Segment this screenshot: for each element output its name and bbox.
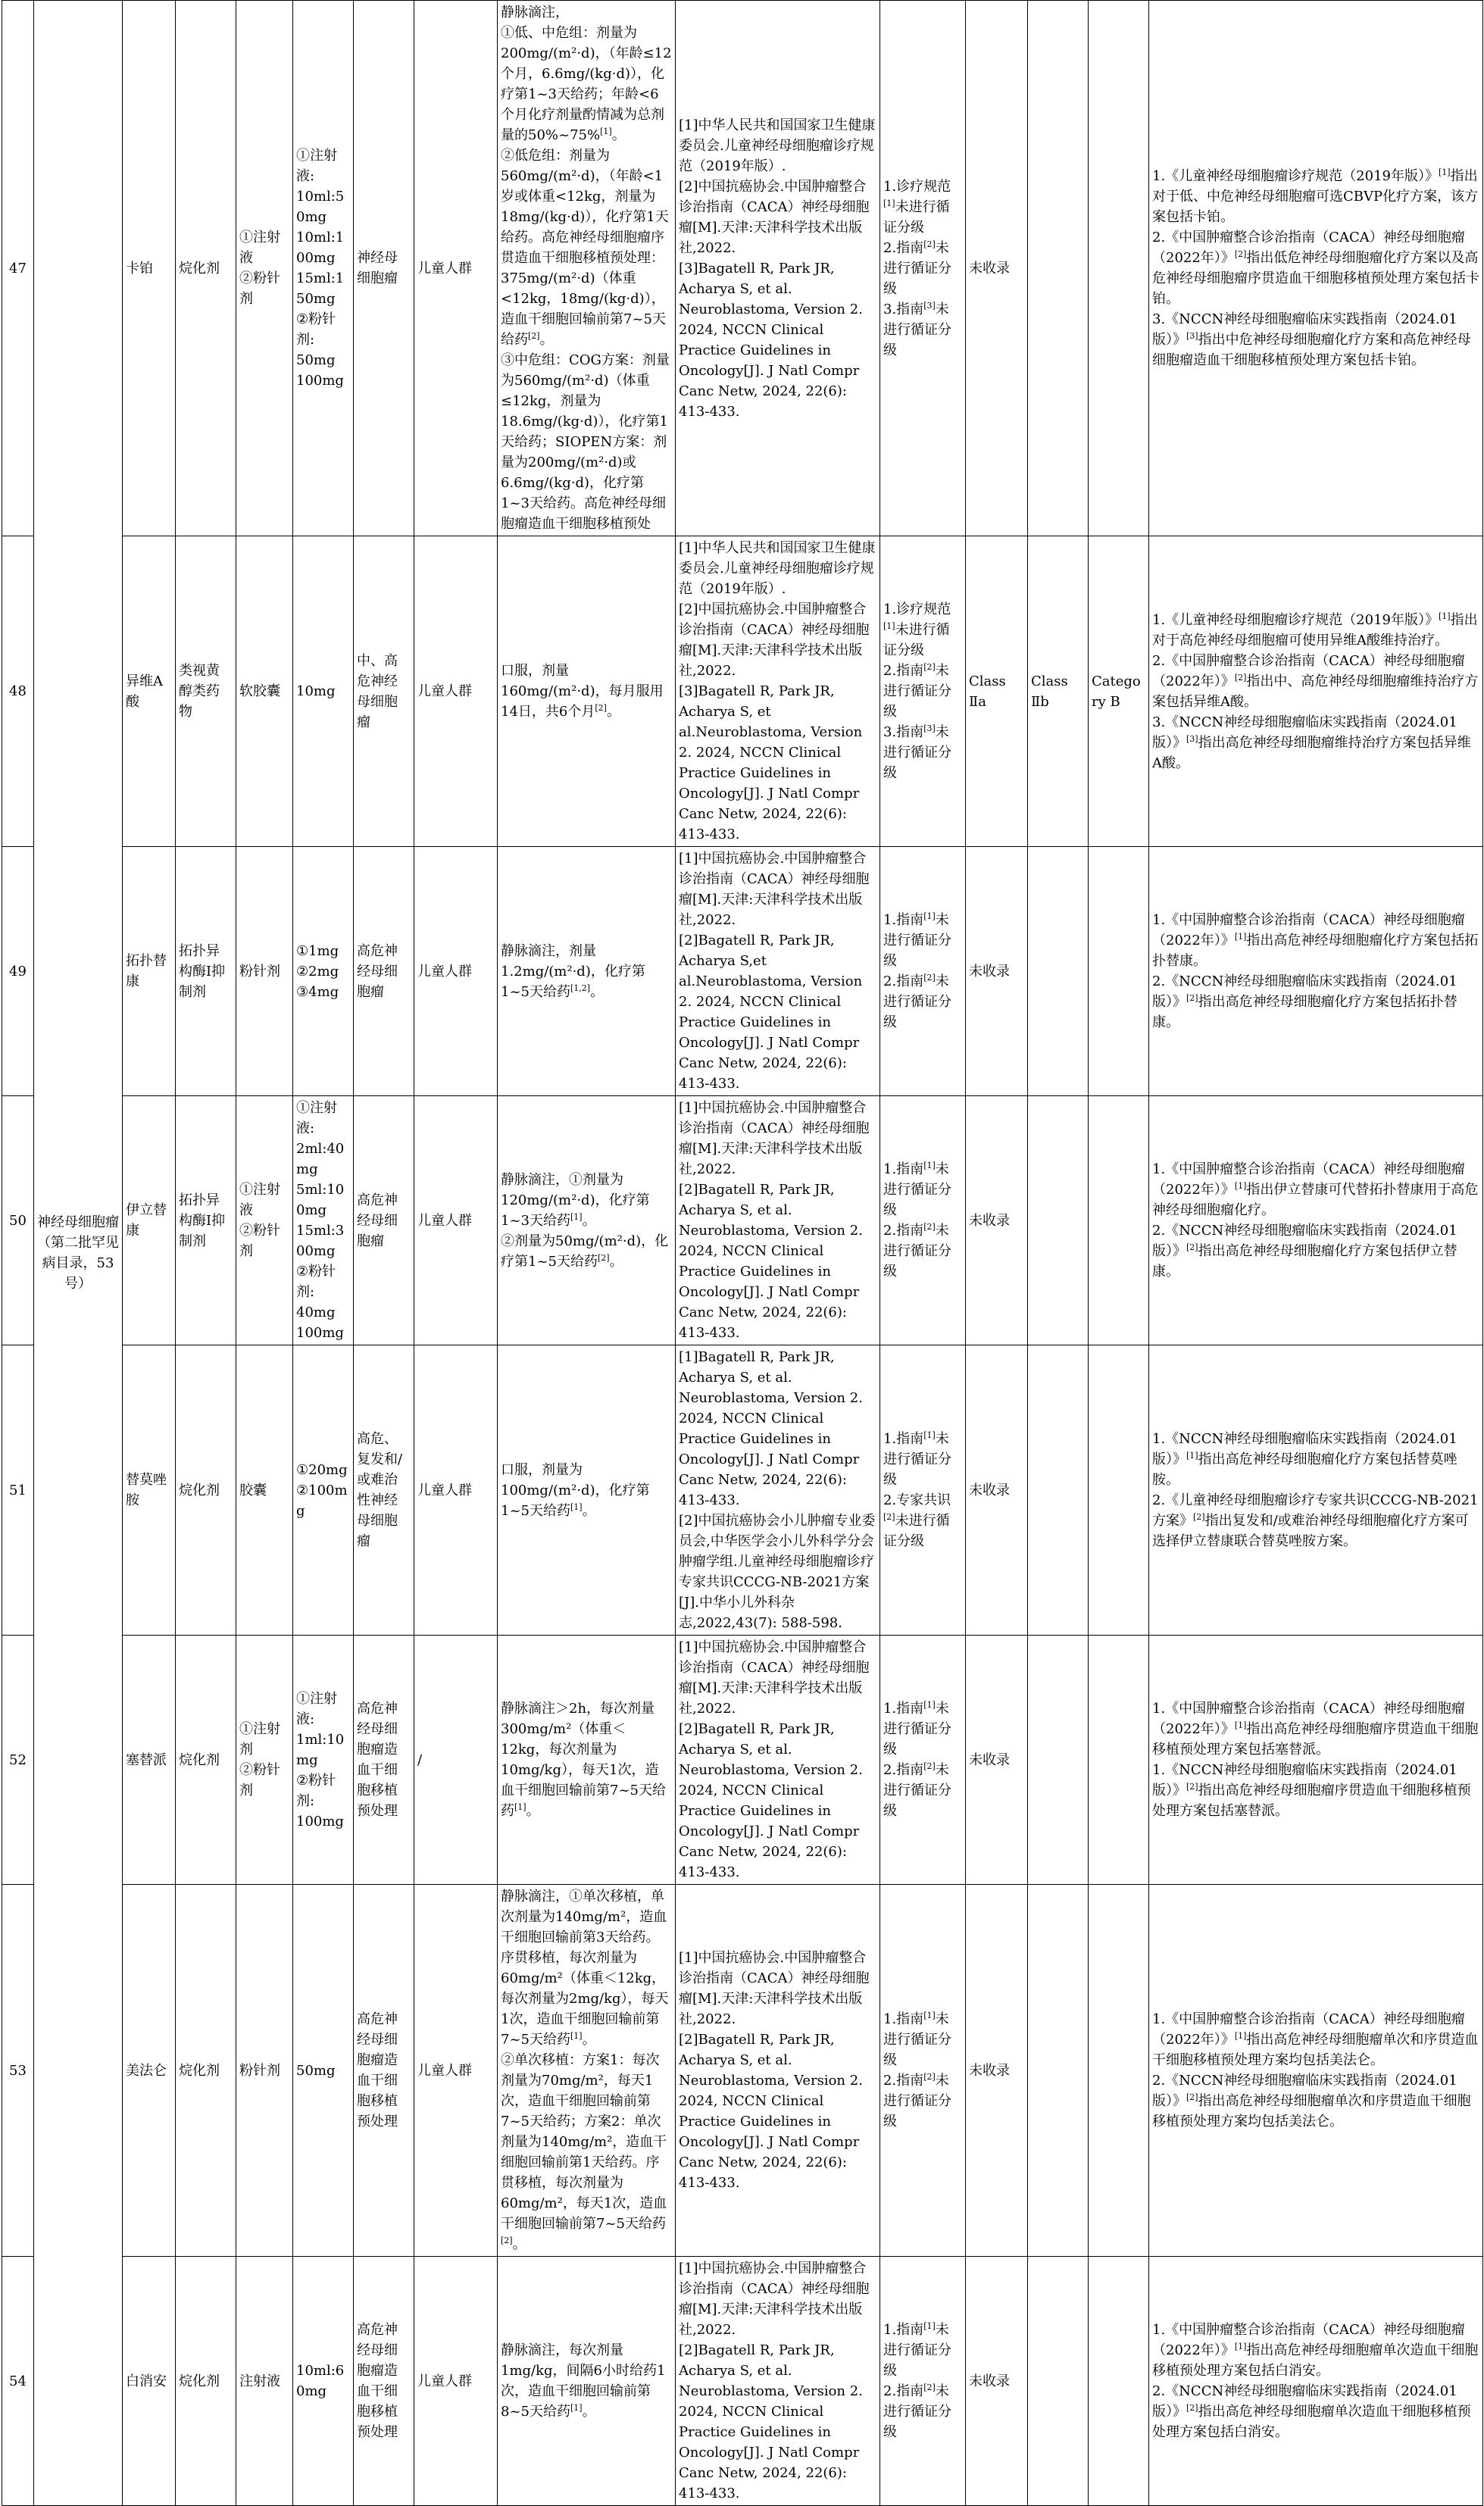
inclusion-blank-2 xyxy=(1089,1885,1149,2257)
drug-class: 烷化剂 xyxy=(176,2257,236,2506)
dosage-form: ①注射剂 ②粉针剂 xyxy=(236,1636,293,1885)
table-row xyxy=(2,536,1483,847)
drug-table xyxy=(2,0,1483,2506)
evidence-level: 1.指南[1]未进行循证分级 2.指南[2]未进行循证分级 xyxy=(880,1636,966,1885)
population: 儿童人群 xyxy=(414,847,498,1096)
dosage-form: ①注射液 ②粉针剂 xyxy=(236,1,293,536)
row-number: 53 xyxy=(2,1885,34,2257)
inclusion-status: 未收录 xyxy=(966,1,1028,536)
table-row xyxy=(2,1885,1483,2257)
drug-name: 白消安 xyxy=(123,2257,176,2506)
dosage-form: 粉针剂 xyxy=(236,847,293,1096)
population: 儿童人群 xyxy=(414,1096,498,1345)
table-row xyxy=(2,1345,1483,1636)
notes: 1.《中国肿瘤整合诊治指南（CACA）神经母细胞瘤（2022年）》[1]指出高危神经母细胞瘤单次和序贯造血干细胞移植预处理方案均包括美法仑。 2.《NCCN神经母细胞瘤临床实践指南（2024.01版）》[2]指出高危神经母细胞瘤单次和序贯造血干细胞移植预处理方案均包括美法仑。 xyxy=(1149,1885,1483,2257)
indication: 高危神经母细胞瘤造血干细胞移植预处理 xyxy=(354,2257,414,2506)
dosage-usage: 静脉滴注＞2h，每次剂量300mg/m²（体重＜12kg，每次剂量为10mg/kg），每天1次，造血干细胞回输前第7~5天给药[1]。 xyxy=(498,1636,676,1885)
dosage-usage: 静脉滴注，①剂量为120mg/(m²·d)，化疗第1~3天给药[1]。 ②剂量为50mg/(m²·d)，化疗第1~5天给药[2]。 xyxy=(498,1096,676,1345)
evidence-level: 1.诊疗规范[1]未进行循证分级 2.指南[2]未进行循证分级 3.指南[3]未进行循证分级 xyxy=(880,536,966,847)
specification: 10ml:60mg xyxy=(293,2257,354,2506)
drug-name: 拓扑替康 xyxy=(123,847,176,1096)
row-number: 51 xyxy=(2,1345,34,1636)
evidence-level: 1.指南[1]未进行循证分级 2.指南[2]未进行循证分级 xyxy=(880,2257,966,2506)
row-number: 49 xyxy=(2,847,34,1096)
specification: ①20mg ②100mg xyxy=(293,1345,354,1636)
indication: 高危神经母细胞瘤 xyxy=(354,1096,414,1345)
population: 儿童人群 xyxy=(414,1345,498,1636)
drug-name: 卡铂 xyxy=(123,1,176,536)
specification: 10mg xyxy=(293,536,354,847)
references: [1]中国抗癌协会.中国肿瘤整合诊治指南（CACA）神经母细胞瘤[M].天津:天津科学技术出版社,2022. [2]Bagatell R, Park JR, Acharya S, et al. Neuroblastoma, Version 2. 2024, NCCN Clinical Practice Guidelines in Oncology[J]. J Natl Compr Canc Netw, 2024, 22(6): 413-433. xyxy=(676,1096,880,1345)
drug-name: 美法仑 xyxy=(123,1885,176,2257)
population: / xyxy=(414,1636,498,1885)
references: [1]中国抗癌协会.中国肿瘤整合诊治指南（CACA）神经母细胞瘤[M].天津:天津科学技术出版社,2022. [2]Bagatell R, Park JR, Acharya S, et al. Neuroblastoma, Version 2. 2024, NCCN Clinical Practice Guidelines in Oncology[J]. J Natl Compr Canc Netw, 2024, 22(6): 413-433. xyxy=(676,1885,880,2257)
references: [1]中国抗癌协会.中国肿瘤整合诊治指南（CACA）神经母细胞瘤[M].天津:天津科学技术出版社,2022. [2]Bagatell R, Park JR, Acharya S, et al. Neuroblastoma, Version 2. 2024, NCCN Clinical Practice Guidelines in Oncology[J]. J Natl Compr Canc Netw, 2024, 22(6): 413-433. xyxy=(676,2257,880,2506)
specification: ①注射液: 1ml:10mg ②粉针剂: 100mg xyxy=(293,1636,354,1885)
table-row xyxy=(2,1,1483,536)
evidence-level: 1.指南[1]未进行循证分级 2.指南[2]未进行循证分级 xyxy=(880,1885,966,2257)
dosage-usage: 口服，剂量为100mg/(m²·d)，化疗第1~5天给药[1]。 xyxy=(498,1345,676,1636)
notes: 1.《儿童神经母细胞瘤诊疗规范（2019年版）》[1]指出对于高危神经母细胞瘤可使用异维A酸维持治疗。 2.《中国肿瘤整合诊治指南（CACA）神经母细胞瘤（2022年）》[2]指出中、高危神经母细胞瘤维持治疗方案包括异维A酸。 3.《NCCN神经母细胞瘤临床实践指南（2024.01版）》[3]指出高危神经母细胞瘤维持治疗方案包括异维A酸。 xyxy=(1149,536,1483,847)
indication: 高危神经母细胞瘤造血干细胞移植预处理 xyxy=(354,1636,414,1885)
drug-class: 烷化剂 xyxy=(176,1636,236,1885)
indication: 高危神经母细胞瘤造血干细胞移植预处理 xyxy=(354,1885,414,2257)
row-number: 48 xyxy=(2,536,34,847)
dosage-form: 胶囊 xyxy=(236,1345,293,1636)
row-number: 47 xyxy=(2,1,34,536)
dosage-form: 粉针剂 xyxy=(236,1885,293,2257)
notes: 1.《中国肿瘤整合诊治指南（CACA）神经母细胞瘤（2022年）》[1]指出高危神经母细胞瘤化疗方案包括拓扑替康。 2.《NCCN神经母细胞瘤临床实践指南（2024.01版）》[2]指出高危神经母细胞瘤化疗方案包括拓扑替康。 xyxy=(1149,847,1483,1096)
indication: 神经母细胞瘤 xyxy=(354,1,414,536)
evidence-level: 1.诊疗规范[1]未进行循证分级 2.指南[2]未进行循证分级 3.指南[3]未进行循证分级 xyxy=(880,1,966,536)
inclusion-blank-2 xyxy=(1089,847,1149,1096)
specification: ①1mg ②2mg ③4mg xyxy=(293,847,354,1096)
population: 儿童人群 xyxy=(414,536,498,847)
notes: 1.《NCCN神经母细胞瘤临床实践指南（2024.01版）》[1]指出高危神经母细胞瘤化疗方案包括替莫唑胺。 2.《儿童神经母细胞瘤诊疗专家共识CCCG-NB-2021方案》[2]指出复发和/或难治神经母细胞瘤化疗方案可选择伊立替康联合替莫唑胺方案。 xyxy=(1149,1345,1483,1636)
notes: 1.《中国肿瘤整合诊治指南（CACA）神经母细胞瘤（2022年）》[1]指出高危神经母细胞瘤单次造血干细胞移植预处理方案包括白消安。 2.《NCCN神经母细胞瘤临床实践指南（2024.01版）》[2]指出高危神经母细胞瘤单次造血干细胞移植预处理方案包括白消安。 xyxy=(1149,2257,1483,2506)
evidence-level: 1.指南[1]未进行循证分级 2.专家共识[2]未进行循证分级 xyxy=(880,1345,966,1636)
dosage-usage: 口服，剂量160mg/(m²·d)，每月服用14日，共6个月[2]。 xyxy=(498,536,676,847)
inclusion-blank-2 xyxy=(1089,1096,1149,1345)
inclusion-blank-2 xyxy=(1089,1636,1149,1885)
inclusion-status: 未收录 xyxy=(966,1885,1028,2257)
row-number: 50 xyxy=(2,1096,34,1345)
disease-name: 神经母细胞瘤（第二批罕见病目录，53号） xyxy=(34,1,123,2506)
indication: 高危神经母细胞瘤 xyxy=(354,847,414,1096)
dosage-form: ①注射液 ②粉针剂 xyxy=(236,1096,293,1345)
category-rating: Category B xyxy=(1089,536,1149,847)
inclusion-blank-1 xyxy=(1028,1885,1089,2257)
drug-name: 塞替派 xyxy=(123,1636,176,1885)
inclusion-blank-2 xyxy=(1089,1,1149,536)
table-row xyxy=(2,847,1483,1096)
table-body xyxy=(2,1,1483,2506)
references: [1]中国抗癌协会.中国肿瘤整合诊治指南（CACA）神经母细胞瘤[M].天津:天津科学技术出版社,2022. [2]Bagatell R, Park JR, Acharya S,et al.Neuroblastoma, Version 2. 2024, NCCN Clinical Practice Guidelines in Oncology[J]. J Natl Compr Canc Netw, 2024, 22(6): 413-433. xyxy=(676,847,880,1096)
population: 儿童人群 xyxy=(414,2257,498,2506)
inclusion-status: 未收录 xyxy=(966,1096,1028,1345)
notes: 1.《中国肿瘤整合诊治指南（CACA）神经母细胞瘤（2022年）》[1]指出伊立替康可代替拓扑替康用于高危神经母细胞瘤化疗。 2.《NCCN神经母细胞瘤临床实践指南（2024.01版）》[2]指出高危神经母细胞瘤化疗方案包括伊立替康。 xyxy=(1149,1096,1483,1345)
specification: 50mg xyxy=(293,1885,354,2257)
references: [1]中国抗癌协会.中国肿瘤整合诊治指南（CACA）神经母细胞瘤[M].天津:天津科学技术出版社,2022. [2]Bagatell R, Park JR, Acharya S, et al. Neuroblastoma, Version 2. 2024, NCCN Clinical Practice Guidelines in Oncology[J]. J Natl Compr Canc Netw, 2024, 22(6): 413-433. xyxy=(676,1636,880,1885)
row-number: 54 xyxy=(2,2257,34,2506)
notes: 1.《中国肿瘤整合诊治指南（CACA）神经母细胞瘤（2022年）》[1]指出高危神经母细胞瘤序贯造血干细胞移植预处理方案包括塞替派。 1.《NCCN神经母细胞瘤临床实践指南（2024.01版）》[2]指出高危神经母细胞瘤序贯造血干细胞移植预处理方案包括塞替派。 xyxy=(1149,1636,1483,1885)
table-row xyxy=(2,1096,1483,1345)
references: [1]中华人民共和国国家卫生健康委员会.儿童神经母细胞瘤诊疗规范（2019年版）. [2]中国抗癌协会.中国肿瘤整合诊治指南（CACA）神经母细胞瘤[M].天津:天津科学技术出版社,2022. [3]Bagatell R, Park JR, Acharya S, et al. Neuroblastoma, Version 2. 2024, NCCN Clinical Practice Guidelines in Oncology[J]. J Natl Compr Canc Netw, 2024, 22(6): 413-433. xyxy=(676,1,880,536)
evidence-level: 1.指南[1]未进行循证分级 2.指南[2]未进行循证分级 xyxy=(880,847,966,1096)
dosage-usage: 静脉滴注，剂量1.2mg/(m²·d)，化疗第1~5天给药[1,2]。 xyxy=(498,847,676,1096)
row-number: 52 xyxy=(2,1636,34,1885)
drug-name: 替莫唑胺 xyxy=(123,1345,176,1636)
inclusion-status: 未收录 xyxy=(966,2257,1028,2506)
drug-class: 拓扑异构酶I抑制剂 xyxy=(176,847,236,1096)
inclusion-blank-1 xyxy=(1028,2257,1089,2506)
drug-class: 类视黄醇类药物 xyxy=(176,536,236,847)
dosage-usage: 静脉滴注，每次剂量1mg/kg，间隔6小时给药1次，造血干细胞回输前第8~5天给药[1]。 xyxy=(498,2257,676,2506)
inclusion-blank-1 xyxy=(1028,1636,1089,1885)
drug-class: 烷化剂 xyxy=(176,1885,236,2257)
inclusion-blank-2 xyxy=(1089,1345,1149,1636)
inclusion-blank-1 xyxy=(1028,847,1089,1096)
population: 儿童人群 xyxy=(414,1,498,536)
specification: ①注射液: 10ml:50mg 10ml:100mg 15ml:150mg ②粉针剂: 50mg 100mg xyxy=(293,1,354,536)
drug-class: 拓扑异构酶I抑制剂 xyxy=(176,1096,236,1345)
references: [1]Bagatell R, Park JR, Acharya S, et al. Neuroblastoma, Version 2. 2024, NCCN Clinical Practice Guidelines in Oncology[J]. J Natl Compr Canc Netw, 2024, 22(6): 413-433. [2]中国抗癌协会小儿肿瘤专业委员会,中华医学会小儿外科学分会肿瘤学组.儿童神经母细胞瘤诊疗专家共识CCCG-NB-2021方案[J].中华小儿外科杂志,2022,43(7): 588-598. xyxy=(676,1345,880,1636)
references: [1]中华人民共和国国家卫生健康委员会.儿童神经母细胞瘤诊疗规范（2019年版）. [2]中国抗癌协会.中国肿瘤整合诊治指南（CACA）神经母细胞瘤[M].天津:天津科学技术出版社,2022. [3]Bagatell R, Park JR, Acharya S, et al.Neuroblastoma, Version 2. 2024, NCCN Clinical Practice Guidelines in Oncology[J]. J Natl Compr Canc Netw, 2024, 22(6): 413-433. xyxy=(676,536,880,847)
dosage-form: 注射液 xyxy=(236,2257,293,2506)
inclusion-status: 未收录 xyxy=(966,1636,1028,1885)
inclusion-status: 未收录 xyxy=(966,1345,1028,1636)
drug-name: 异维A酸 xyxy=(123,536,176,847)
inclusion-status: 未收录 xyxy=(966,847,1028,1096)
population: 儿童人群 xyxy=(414,1885,498,2257)
inclusion-blank-1 xyxy=(1028,1096,1089,1345)
dosage-usage: 静脉滴注，①单次移植，单次剂量为140mg/m²，造血干细胞回输前第3天给药。序贯移植，每次剂量为60mg/m²（体重＜12kg，每次剂量为2mg/kg），每天1次，造血干细胞回输前第7~5天给药[1]。 ②单次移植：方案1：每次剂量为70mg/m²，每天1次，造血干细胞回输前第7~5天给药；方案2：单次剂量为140mg/m²，造血干细胞回输前第1天给药。序贯移植，每次剂量为60mg/m²，每天1次，造血干细胞回输前第7~5天给药[2]。 xyxy=(498,1885,676,2257)
drug-name: 伊立替康 xyxy=(123,1096,176,1345)
table-row xyxy=(2,2257,1483,2506)
dosage-usage: 静脉滴注， ①低、中危组：剂量为200mg/(m²·d)，（年龄≤12个月，6.6mg/(kg·d)），化疗第1~3天给药；年龄<6个月化疗剂量酌情减为总剂量的50%~75%[1]。 ②低危组：剂量为560mg/(m²·d)，（年龄<1岁或体重<12kg，剂量为18mg/(kg·d)），化疗第1天给药。高危神经母细胞瘤序贯造血干细胞移植预处理：375mg/(m²·d)（体重<12kg，18mg/(kg·d)），造血干细胞回输前第7~5天给药[2]。 ③中危组：COG方案：剂量为560mg/(m²·d)（体重≤12kg，剂量为18.6mg/(kg·d)），化疗第1天给药；SIOPEN方案：剂量为200mg/(m²·d)或6.6mg/(kg·d)，化疗第1~3天给药。高危神经母细胞瘤造血干细胞移植预处 xyxy=(498,1,676,536)
drug-class: 烷化剂 xyxy=(176,1345,236,1636)
inclusion-blank-2 xyxy=(1089,2257,1149,2506)
indication: 高危、复发和/或难治性神经母细胞瘤 xyxy=(354,1345,414,1636)
class-rating-1: Class Ⅱa xyxy=(966,536,1028,847)
indication: 中、高危神经母细胞瘤 xyxy=(354,536,414,847)
table-row xyxy=(2,1636,1483,1885)
inclusion-blank-1 xyxy=(1028,1,1089,536)
dosage-form: 软胶囊 xyxy=(236,536,293,847)
drug-class: 烷化剂 xyxy=(176,1,236,536)
evidence-level: 1.指南[1]未进行循证分级 2.指南[2]未进行循证分级 xyxy=(880,1096,966,1345)
specification: ①注射液: 2ml:40mg 5ml:100mg 15ml:300mg ②粉针剂: 40mg 100mg xyxy=(293,1096,354,1345)
class-rating-2: Class Ⅱb xyxy=(1028,536,1089,847)
notes: 1.《儿童神经母细胞瘤诊疗规范（2019年版）》[1]指出对于低、中危神经母细胞瘤可选CBVP化疗方案，该方案包括卡铂。 2.《中国肿瘤整合诊治指南（CACA）神经母细胞瘤（2022年）》[2]指出低危神经母细胞瘤化疗方案以及高危神经母细胞瘤序贯造血干细胞移植预处理方案包括卡铂。 3.《NCCN神经母细胞瘤临床实践指南（2024.01版）》[3]指出中危神经母细胞瘤化疗方案和高危神经母细胞瘤造血干细胞移植预处理方案包括卡铂。 xyxy=(1149,1,1483,536)
inclusion-blank-1 xyxy=(1028,1345,1089,1636)
